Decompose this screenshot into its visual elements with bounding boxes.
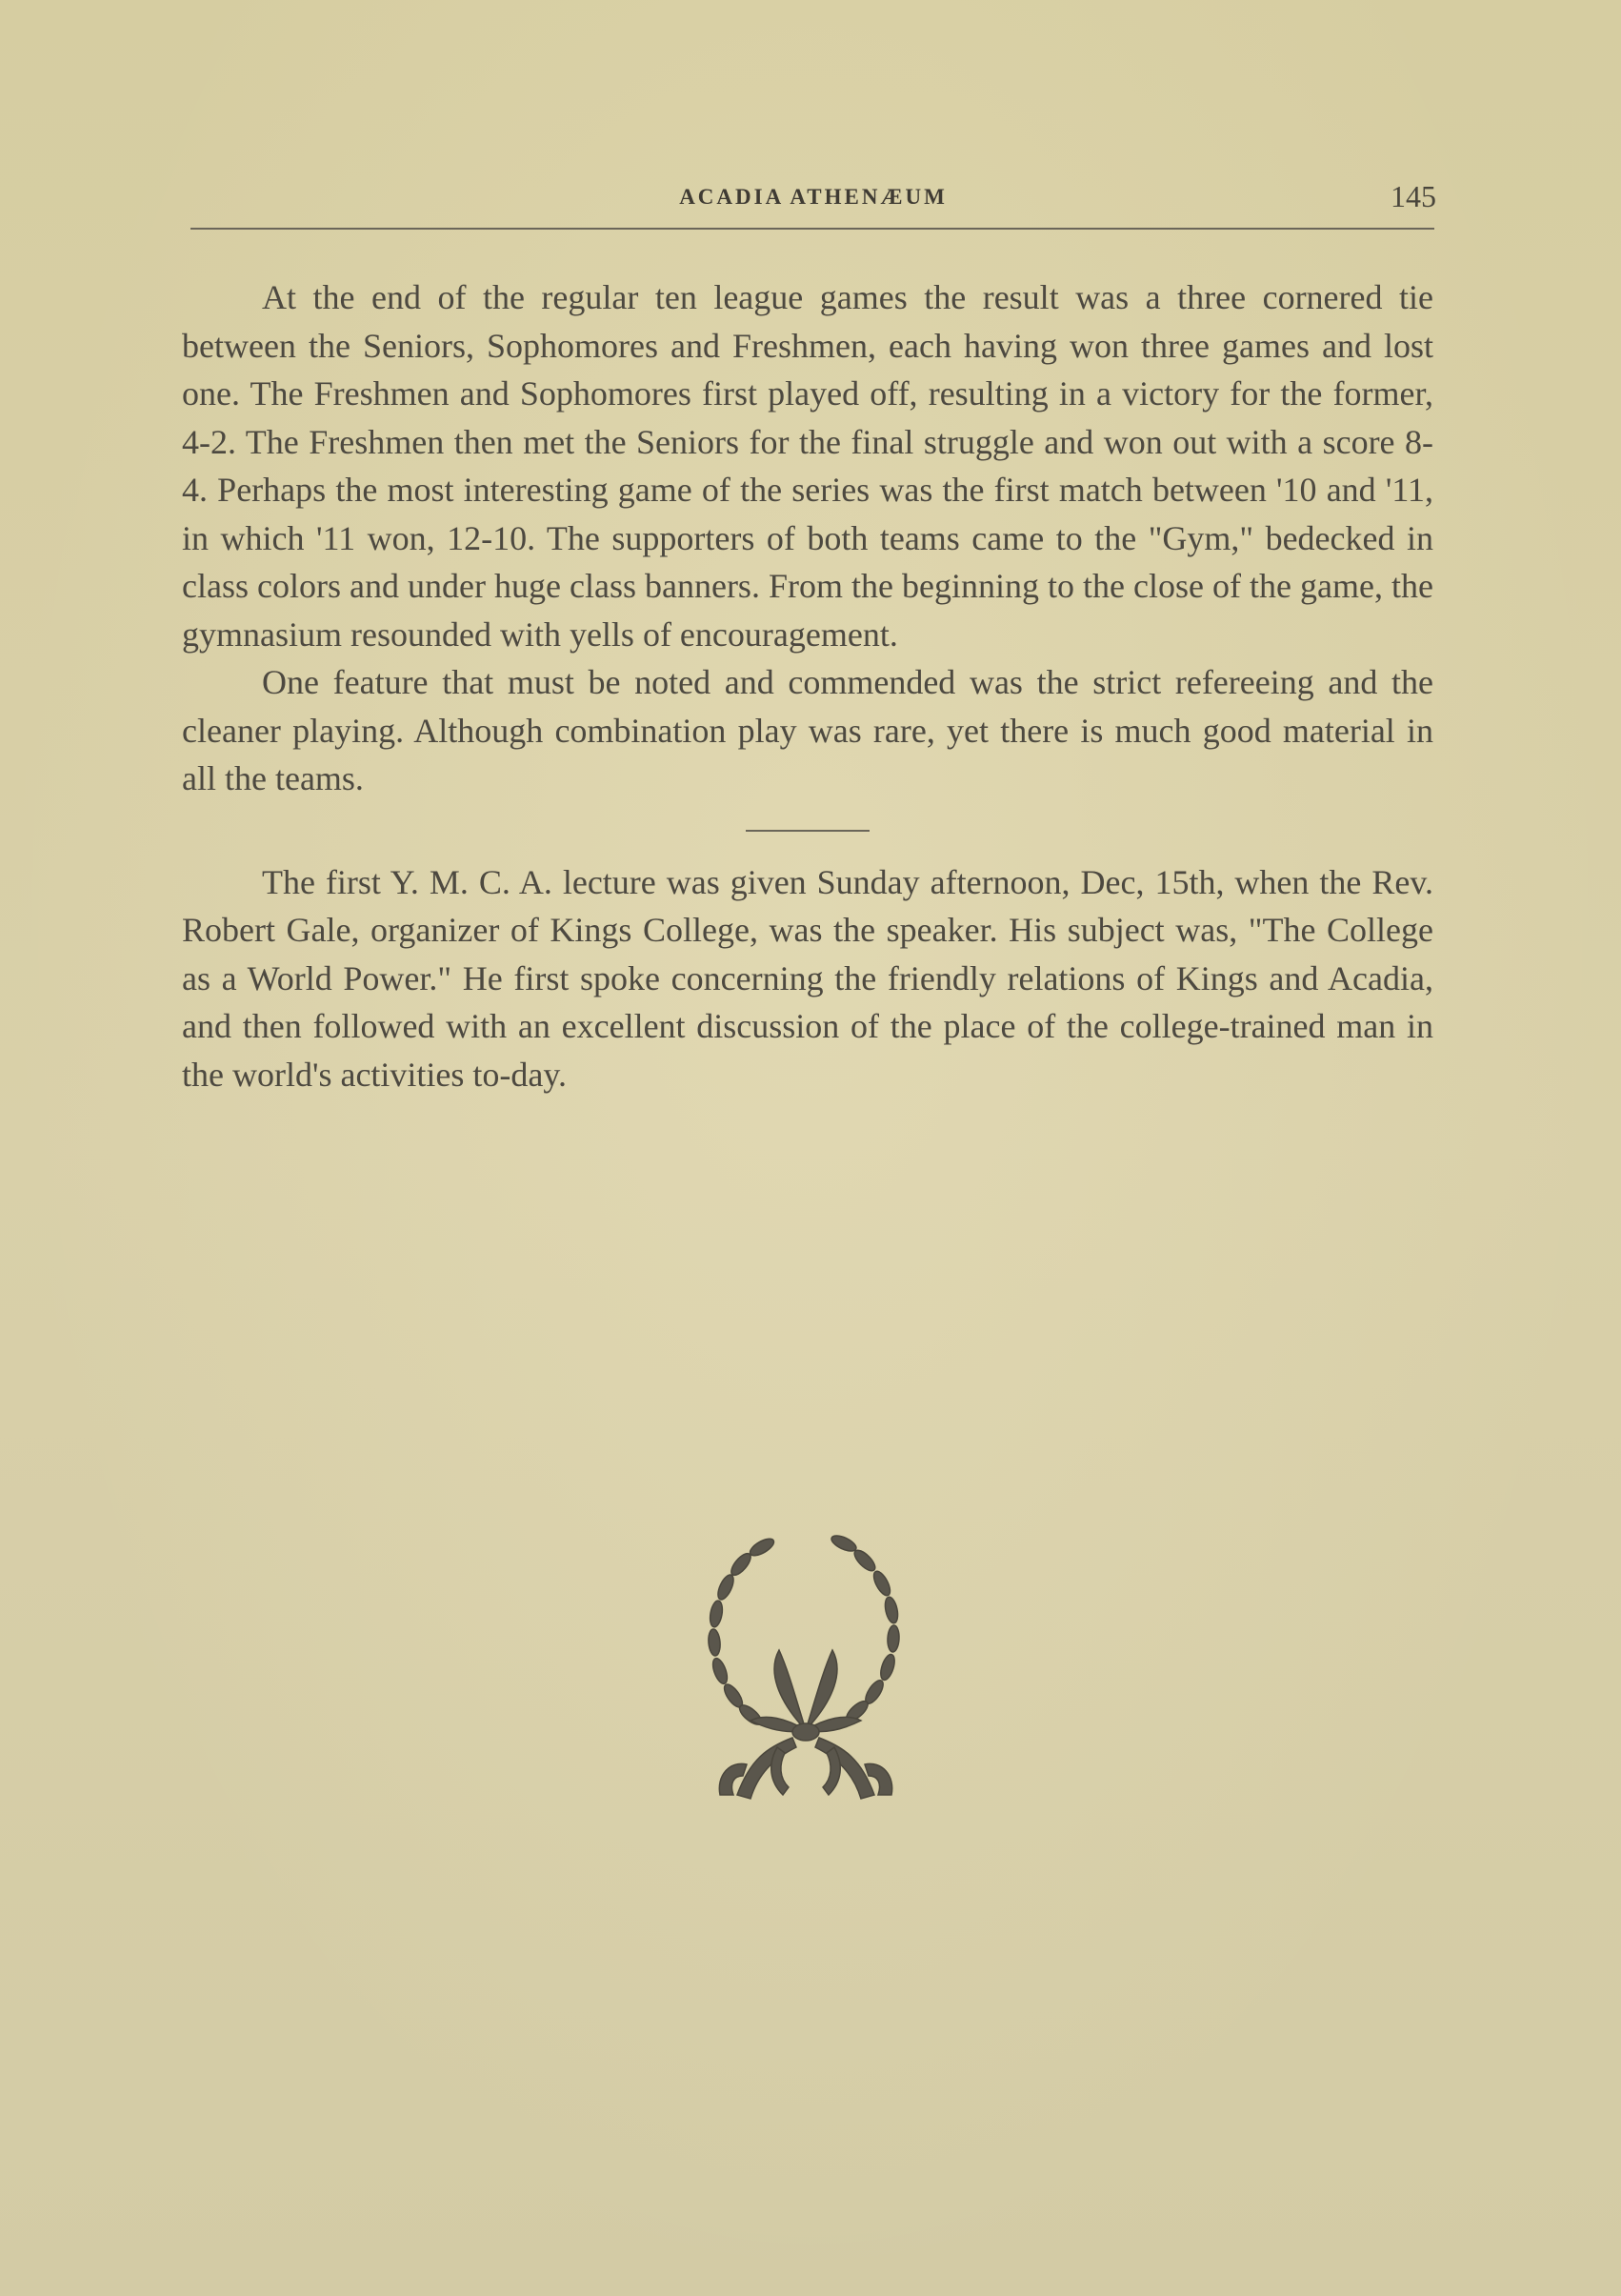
paragraph-ymca-lecture: The first Y. M. C. A. lecture was given Sunday afternoon, Dec, 15th, when the Rev. Robert Gale, organizer of Kings College, was the speaker. His subject was, "The College as a World Power." He first spoke concerning the friendly relations of Kings and Acadia, and then followed with an excellent discussion of the place of the college-trained man in the world's activities to-day. xyxy=(182,862,1433,1094)
journal-title: ACADIA ATHENÆUM xyxy=(679,185,948,209)
article-body xyxy=(182,273,1433,1098)
paragraph-refereeing: One feature that must be noted and commended was the strict refereeing and the cleaner playing. Although combination play was rare, yet there is much good material in all the teams. xyxy=(182,663,1433,797)
section-divider xyxy=(746,830,870,832)
running-head xyxy=(190,177,1436,225)
header-rule xyxy=(190,228,1434,230)
paragraph-league-games: At the end of the regular ten league games the result was a three cornered tie between the Seniors, Sophomores and Freshmen, each having won three games and lost one. The Freshmen and Sophomores first played off, resulting in a victory for the former, 4-2. The Freshmen then met the Seniors for the final struggle and won out with a score 8-4. Perhaps the most interesting game of the series was the first match between '10 and '11, in which '11 won, 12-10. The supporters of both teams came to the "Gym," bedecked in class colors and under huge class banners. From the beginning to the close of the game, the gymnasium resounded with yells of encouragement. xyxy=(182,278,1433,654)
laurel-wreath-with-ribbon-icon xyxy=(663,1509,958,1816)
page-number: 145 xyxy=(1391,179,1436,213)
